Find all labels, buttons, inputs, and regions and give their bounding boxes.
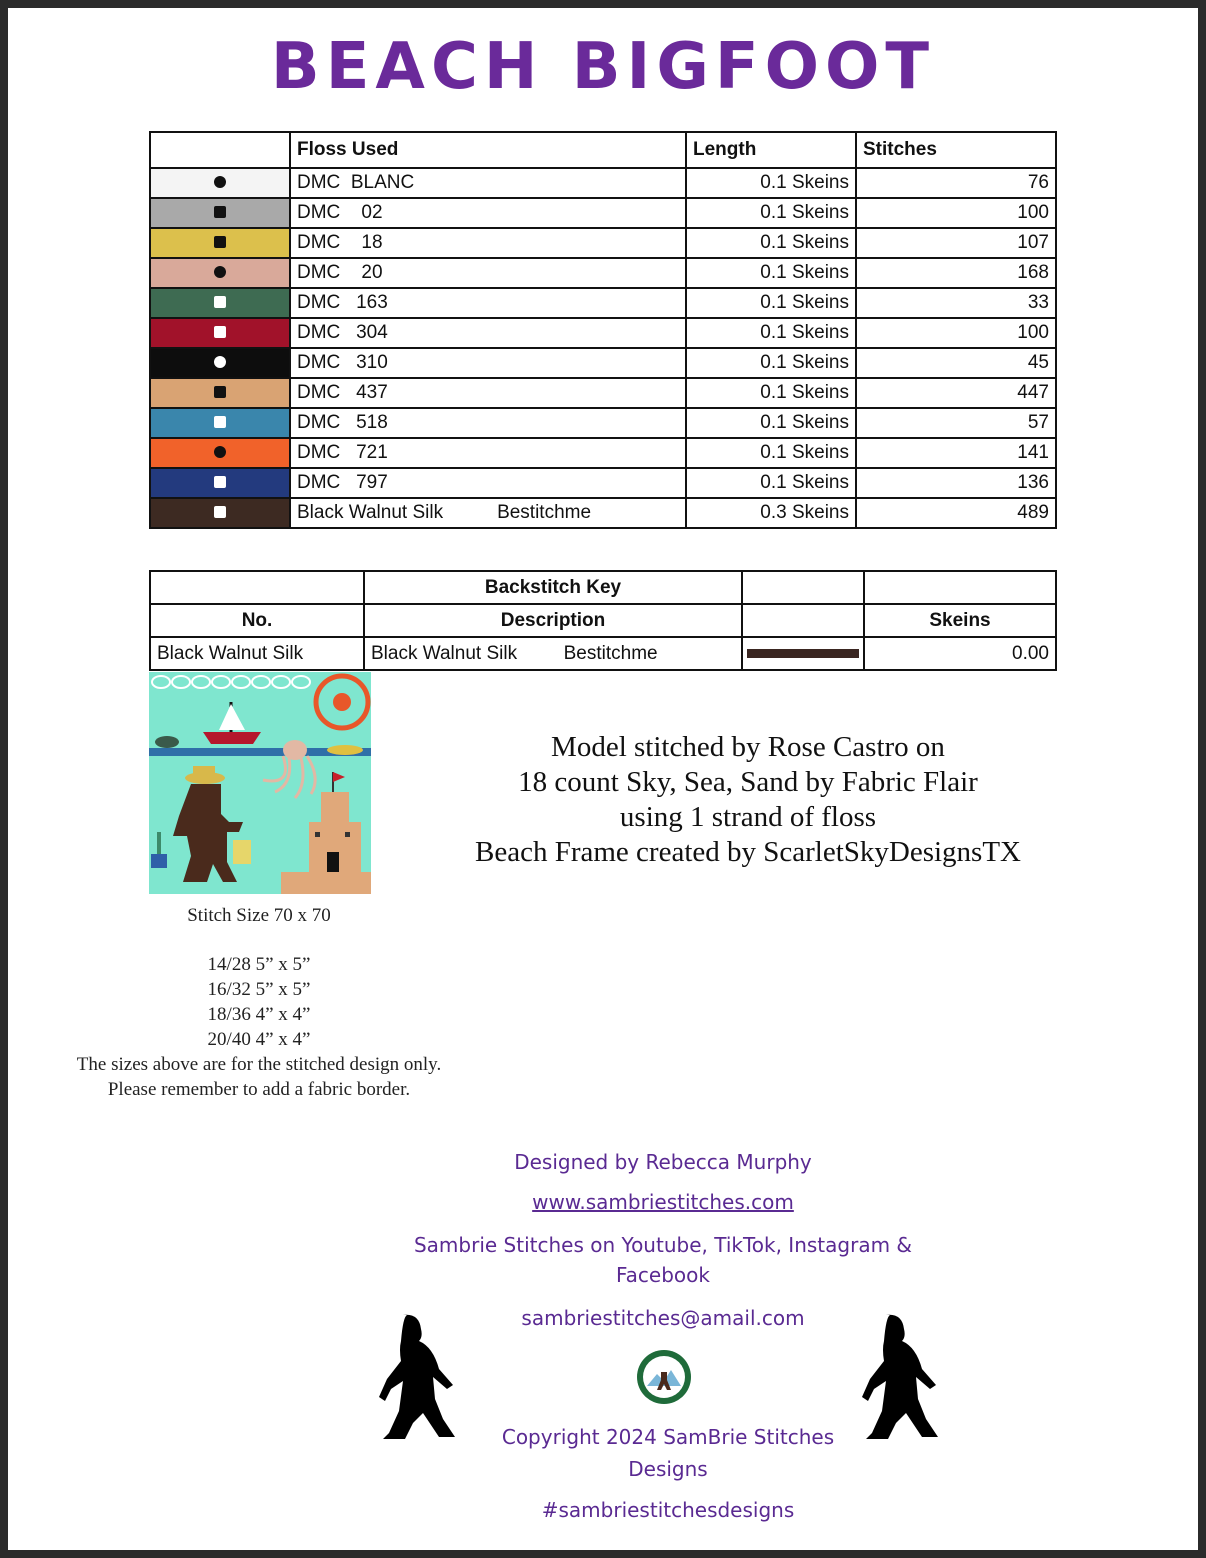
design-preview-image [149, 672, 371, 894]
sambrie-logo-icon [635, 1348, 693, 1406]
floss-table-header [150, 132, 1056, 168]
empty-cell [742, 604, 864, 637]
floss-color-swatch [150, 258, 290, 288]
floss-length: 0.1 Skeins [686, 198, 856, 228]
floss-row [150, 198, 1056, 228]
backstitch-line-sample [747, 649, 859, 658]
floss-stitches: 136 [856, 468, 1056, 498]
floss-name-cell [290, 288, 686, 318]
fabric-count-size: 16/32 5” x 5” [207, 979, 311, 1000]
floss-symbol-icon [214, 296, 226, 308]
floss-color-swatch [150, 288, 290, 318]
floss-table [149, 131, 1057, 529]
floss-symbol-icon [214, 326, 226, 338]
floss-length: 0.1 Skeins [686, 318, 856, 348]
social-media-text: Sambrie Stitches on Youtube, TikTok, Instagram & Facebook [413, 1233, 913, 1287]
stitch-size: Stitch Size 70 x 70 [187, 905, 331, 926]
description-column-header: Description [364, 604, 742, 637]
floss-color-swatch [150, 408, 290, 438]
model-stitched-info [448, 730, 1048, 870]
floss-name: DMC 02 [297, 202, 383, 223]
bigfoot-silhouette-icon [363, 1313, 463, 1443]
floss-row [150, 408, 1056, 438]
floss-name-cell [290, 468, 686, 498]
floss-brand: Bestitchme [497, 502, 592, 523]
floss-symbol-icon [214, 236, 226, 248]
floss-stitches: 447 [856, 378, 1056, 408]
floss-stitches: 57 [856, 408, 1056, 438]
floss-stitches: 76 [856, 168, 1056, 198]
floss-length: 0.1 Skeins [686, 168, 856, 198]
floss-symbol-icon [214, 476, 226, 488]
floss-color-swatch [150, 498, 290, 528]
fabric-count-size: 20/40 4” x 4” [207, 1029, 311, 1050]
floss-color-swatch [150, 198, 290, 228]
floss-name: Black Walnut Silk [297, 502, 444, 523]
floss-symbol-icon [214, 266, 226, 278]
floss-row [150, 318, 1056, 348]
stitches-column-header: Stitches [856, 132, 1056, 168]
floss-length: 0.1 Skeins [686, 228, 856, 258]
floss-name: DMC 437 [297, 382, 388, 403]
floss-name-cell [290, 438, 686, 468]
floss-length: 0.1 Skeins [686, 378, 856, 408]
floss-row [150, 348, 1056, 378]
floss-name-cell [290, 318, 686, 348]
designer-credit: Designed by Rebecca Murphy [514, 1150, 812, 1174]
fabric-count-size: 14/28 5” x 5” [207, 954, 311, 975]
floss-stitches: 100 [856, 318, 1056, 348]
floss-column-header: Floss Used [290, 132, 686, 168]
floss-symbol-icon [214, 506, 226, 518]
floss-length: 0.1 Skeins [686, 468, 856, 498]
website-link[interactable]: www.sambriestitches.com [532, 1190, 794, 1214]
floss-row [150, 228, 1056, 258]
floss-symbol-icon [214, 416, 226, 428]
floss-color-swatch [150, 378, 290, 408]
border-note: Please remember to add a fabric border. [107, 1079, 411, 1100]
floss-name: DMC 310 [297, 352, 388, 373]
floss-stitches: 489 [856, 498, 1056, 528]
floss-row [150, 168, 1056, 198]
floss-stitches: 45 [856, 348, 1056, 378]
floss-name: DMC 18 [297, 232, 383, 253]
backstitch-brand: Bestitchme [563, 642, 658, 664]
floss-row [150, 288, 1056, 318]
model-line: Model stitched by Rose Castro on [551, 731, 945, 763]
floss-name-cell [290, 198, 686, 228]
email-text[interactable]: sambriestitches@amail.com [521, 1306, 805, 1330]
floss-row [150, 258, 1056, 288]
backstitch-title-row [150, 571, 1056, 604]
floss-row [150, 498, 1056, 528]
floss-name: DMC 304 [297, 322, 388, 343]
floss-symbol-icon [214, 446, 226, 458]
floss-length: 0.1 Skeins [686, 288, 856, 318]
skeins-column-header: Skeins [864, 604, 1056, 637]
floss-color-swatch [150, 228, 290, 258]
floss-stitches: 107 [856, 228, 1056, 258]
floss-color-swatch [150, 168, 290, 198]
backstitch-row [150, 637, 1056, 670]
backstitch-key-table [149, 570, 1057, 671]
backstitch-description-cell [364, 637, 742, 670]
floss-name-cell [290, 498, 686, 528]
floss-name-cell [290, 348, 686, 378]
backstitch-header-row [150, 604, 1056, 637]
pattern-page [8, 8, 1198, 1550]
floss-length: 0.3 Skeins [686, 498, 856, 528]
floss-name: DMC 163 [297, 292, 388, 313]
empty-cell [864, 571, 1056, 604]
backstitch-key-title: Backstitch Key [364, 571, 742, 604]
model-line: 18 count Sky, Sea, Sand by Fabric Flair [518, 766, 978, 798]
floss-name: DMC 797 [297, 472, 388, 493]
backstitch-description: Black Walnut Silk [371, 642, 518, 664]
backstitch-line-cell [742, 637, 864, 670]
fabric-count-size: 18/36 4” x 4” [207, 1004, 311, 1025]
floss-row [150, 438, 1056, 468]
floss-length: 0.1 Skeins [686, 408, 856, 438]
size-note: The sizes above are for the stitched design only. [76, 1054, 442, 1075]
floss-name: DMC 518 [297, 412, 388, 433]
backstitch-no: Black Walnut Silk [150, 637, 364, 670]
floss-name: DMC 721 [297, 442, 388, 463]
floss-symbol-icon [214, 206, 226, 218]
copyright-text: Copyright 2024 SamBrie Stitches Designs [501, 1425, 835, 1481]
page-title: BEACH BIGFOOT [270, 30, 936, 104]
floss-name-cell [290, 408, 686, 438]
floss-length: 0.1 Skeins [686, 438, 856, 468]
floss-name-cell [290, 378, 686, 408]
floss-symbol-icon [214, 386, 226, 398]
floss-color-swatch [150, 318, 290, 348]
floss-length: 0.1 Skeins [686, 348, 856, 378]
floss-name-cell [290, 168, 686, 198]
floss-symbol-icon [214, 176, 226, 188]
model-line: using 1 strand of floss [619, 801, 877, 833]
floss-name-cell [290, 228, 686, 258]
model-line: Beach Frame created by ScarletSkyDesignsTX [475, 836, 1021, 868]
empty-cell [742, 571, 864, 604]
floss-stitches: 168 [856, 258, 1056, 288]
hashtag-text: #sambriestitchesdesigns [541, 1498, 795, 1522]
floss-row [150, 378, 1056, 408]
empty-cell [150, 571, 364, 604]
floss-row [150, 468, 1056, 498]
floss-symbol-icon [214, 356, 226, 368]
floss-stitches: 100 [856, 198, 1056, 228]
floss-name-cell [290, 258, 686, 288]
floss-name: DMC BLANC [297, 172, 415, 193]
symbol-column-header [150, 132, 290, 168]
floss-length: 0.1 Skeins [686, 258, 856, 288]
floss-stitches: 33 [856, 288, 1056, 318]
floss-color-swatch [150, 348, 290, 378]
floss-name: DMC 20 [297, 262, 383, 283]
no-column-header: No. [150, 604, 364, 637]
floss-stitches: 141 [856, 438, 1056, 468]
length-column-header: Length [686, 132, 856, 168]
stitch-size-info [38, 903, 480, 1102]
bigfoot-silhouette-icon [846, 1313, 946, 1443]
floss-color-swatch [150, 438, 290, 468]
backstitch-skeins: 0.00 [864, 637, 1056, 670]
floss-color-swatch [150, 468, 290, 498]
